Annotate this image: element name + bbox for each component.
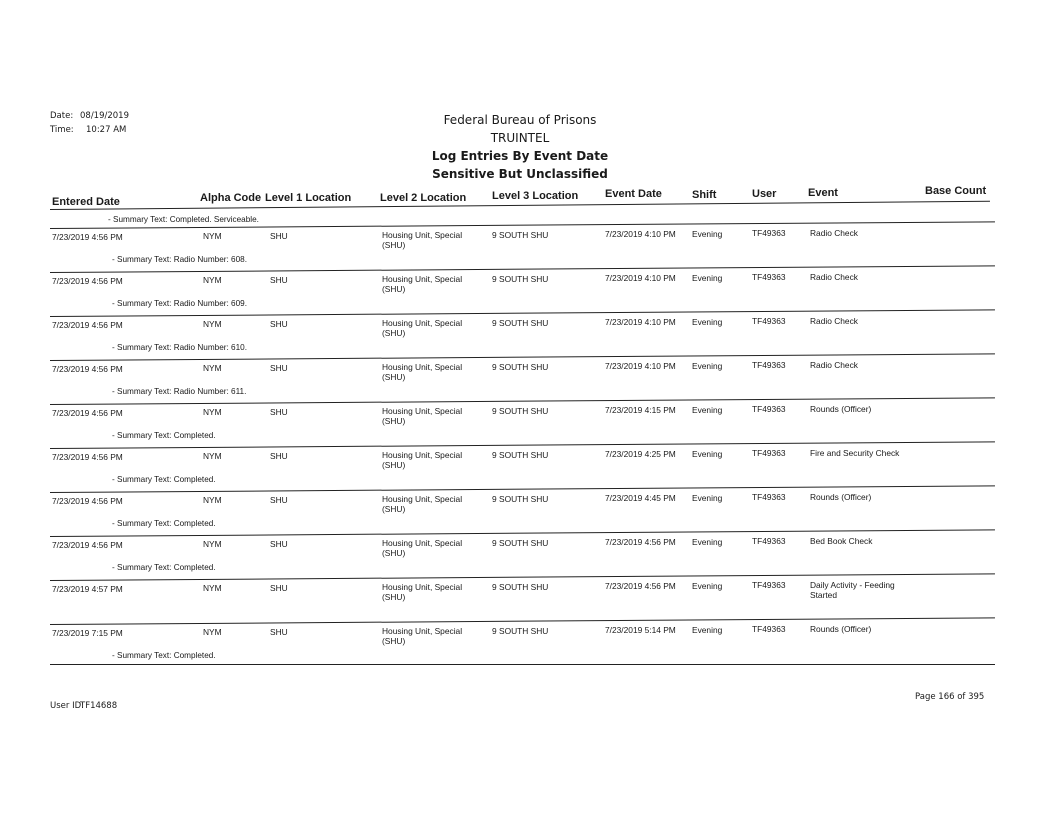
level1-location: SHU xyxy=(270,231,288,241)
event: Radio Check xyxy=(810,272,858,282)
system-name: TRUINTEL xyxy=(490,131,550,145)
level3-location: 9 SOUTH SHU xyxy=(492,626,549,636)
level1-location: SHU xyxy=(270,627,288,637)
event-date: 7/23/2019 4:25 PM xyxy=(605,449,676,459)
col-event-date: Event Date xyxy=(605,188,662,200)
header-divider xyxy=(50,201,990,210)
level2-location: Housing Unit, Special (SHU) xyxy=(382,230,463,250)
alpha-code: NYM xyxy=(203,275,222,285)
level2-location: Housing Unit, Special (SHU) xyxy=(382,318,463,338)
entered-date: 7/23/2019 4:56 PM xyxy=(52,364,123,374)
col-shift: Shift xyxy=(692,189,717,201)
event-date: 7/23/2019 4:45 PM xyxy=(605,493,676,503)
event-date: 7/23/2019 4:56 PM xyxy=(605,537,676,547)
event: Rounds (Officer) xyxy=(810,492,872,502)
level3-location: 9 SOUTH SHU xyxy=(492,362,549,372)
summary-text: - Summary Text: Completed. xyxy=(112,651,216,660)
level3-location: 9 SOUTH SHU xyxy=(492,230,549,240)
user-id-label: User ID: xyxy=(50,701,84,711)
level2-location: Housing Unit, Special (SHU) xyxy=(382,450,463,470)
user: TF49363 xyxy=(752,272,786,282)
user: TF49363 xyxy=(752,580,786,590)
top-summary-text: - Summary Text: Completed. Serviceable. xyxy=(108,215,259,224)
date-label: Date: xyxy=(50,111,74,121)
shift: Evening xyxy=(692,405,723,415)
level2-location: Housing Unit, Special (SHU) xyxy=(382,626,463,646)
level2-location: Housing Unit, Special (SHU) xyxy=(382,582,463,602)
level2-location: Housing Unit, Special (SHU) xyxy=(382,406,463,426)
summary-text: - Summary Text: Radio Number: 608. xyxy=(112,255,247,264)
entered-date: 7/23/2019 4:56 PM xyxy=(52,408,123,418)
col-base-count: Base Count xyxy=(925,185,987,197)
col-user: User xyxy=(752,188,777,200)
level2-location: Housing Unit, Special (SHU) xyxy=(382,274,463,294)
event-date: 7/23/2019 4:10 PM xyxy=(605,361,676,371)
agency-name: Federal Bureau of Prisons xyxy=(443,113,597,127)
alpha-code: NYM xyxy=(203,627,222,637)
shift: Evening xyxy=(692,361,723,371)
col-entered-date: Entered Date xyxy=(52,196,120,208)
event: Rounds (Officer) xyxy=(810,404,872,414)
col-event: Event xyxy=(808,187,838,199)
event-date: 7/23/2019 4:56 PM xyxy=(605,581,676,591)
level1-location: SHU xyxy=(270,495,288,505)
summary-text: - Summary Text: Radio Number: 610. xyxy=(112,343,247,352)
alpha-code: NYM xyxy=(203,407,222,417)
alpha-code: NYM xyxy=(203,583,222,593)
event: Radio Check xyxy=(810,360,858,370)
level2-location: Housing Unit, Special (SHU) xyxy=(382,494,463,514)
event-date: 7/23/2019 4:10 PM xyxy=(605,273,676,283)
alpha-code: NYM xyxy=(203,451,222,461)
col-level3: Level 3 Location xyxy=(492,190,579,202)
entered-date: 7/23/2019 4:56 PM xyxy=(52,276,123,286)
event-date: 7/23/2019 4:15 PM xyxy=(605,405,676,415)
user: TF49363 xyxy=(752,316,786,326)
summary-text: - Summary Text: Completed. xyxy=(112,475,216,484)
event: Rounds (Officer) xyxy=(810,624,872,634)
level1-location: SHU xyxy=(270,363,288,373)
level3-location: 9 SOUTH SHU xyxy=(492,318,549,328)
event: Radio Check xyxy=(810,316,858,326)
level3-location: 9 SOUTH SHU xyxy=(492,274,549,284)
user: TF49363 xyxy=(752,448,786,458)
level3-location: 9 SOUTH SHU xyxy=(492,582,549,592)
shift: Evening xyxy=(692,449,723,459)
entered-date: 7/23/2019 4:56 PM xyxy=(52,496,123,506)
entered-date: 7/23/2019 4:56 PM xyxy=(52,452,123,462)
user: TF49363 xyxy=(752,404,786,414)
user-id-value: TF14688 xyxy=(80,701,118,711)
shift: Evening xyxy=(692,493,723,503)
event-date: 7/23/2019 4:10 PM xyxy=(605,317,676,327)
entered-date: 7/23/2019 4:56 PM xyxy=(52,320,123,330)
level3-location: 9 SOUTH SHU xyxy=(492,406,549,416)
level3-location: 9 SOUTH SHU xyxy=(492,538,549,548)
alpha-code: NYM xyxy=(203,363,222,373)
event: Bed Book Check xyxy=(810,536,873,546)
classification: Sensitive But Unclassified xyxy=(432,167,608,181)
user: TF49363 xyxy=(752,492,786,502)
shift: Evening xyxy=(692,229,723,239)
table-bottom-divider xyxy=(50,664,995,665)
shift: Evening xyxy=(692,625,723,635)
col-level2: Level 2 Location xyxy=(380,192,467,204)
summary-text: - Summary Text: Completed. xyxy=(112,563,216,572)
level2-location: Housing Unit, Special (SHU) xyxy=(382,538,463,558)
col-alpha-code: Alpha Code xyxy=(200,192,262,204)
page-number: Page 166 of 395 xyxy=(915,692,985,702)
shift: Evening xyxy=(692,581,723,591)
level1-location: SHU xyxy=(270,451,288,461)
level1-location: SHU xyxy=(270,583,288,593)
time-label: Time: xyxy=(50,125,74,135)
alpha-code: NYM xyxy=(203,231,222,241)
event-date: 7/23/2019 5:14 PM xyxy=(605,625,676,635)
summary-text: - Summary Text: Completed. xyxy=(112,431,216,440)
event-date: 7/23/2019 4:10 PM xyxy=(605,229,676,239)
alpha-code: NYM xyxy=(203,319,222,329)
time-value: 10:27 AM xyxy=(86,125,127,135)
shift: Evening xyxy=(692,273,723,283)
level3-location: 9 SOUTH SHU xyxy=(492,450,549,460)
user: TF49363 xyxy=(752,360,786,370)
event: Radio Check xyxy=(810,228,858,238)
user: TF49363 xyxy=(752,536,786,546)
level2-location: Housing Unit, Special (SHU) xyxy=(382,362,463,382)
date-value: 08/19/2019 xyxy=(80,111,129,121)
report-title: Log Entries By Event Date xyxy=(431,149,609,163)
entered-date: 7/23/2019 7:15 PM xyxy=(52,628,123,638)
summary-text: - Summary Text: Completed. xyxy=(112,519,216,528)
col-level1: Level 1 Location xyxy=(265,192,352,204)
event: Fire and Security Check xyxy=(810,448,900,458)
entered-date: 7/23/2019 4:56 PM xyxy=(52,540,123,550)
level1-location: SHU xyxy=(270,539,288,549)
level3-location: 9 SOUTH SHU xyxy=(492,494,549,504)
shift: Evening xyxy=(692,537,723,547)
level1-location: SHU xyxy=(270,407,288,417)
shift: Evening xyxy=(692,317,723,327)
user: TF49363 xyxy=(752,228,786,238)
user: TF49363 xyxy=(752,624,786,634)
level1-location: SHU xyxy=(270,319,288,329)
entered-date: 7/23/2019 4:57 PM xyxy=(52,584,123,594)
alpha-code: NYM xyxy=(203,539,222,549)
event: Daily Activity - Feeding Started xyxy=(810,580,895,600)
alpha-code: NYM xyxy=(203,495,222,505)
summary-text: - Summary Text: Radio Number: 611. xyxy=(112,387,247,396)
summary-text: - Summary Text: Radio Number: 609. xyxy=(112,299,247,308)
level1-location: SHU xyxy=(270,275,288,285)
entered-date: 7/23/2019 4:56 PM xyxy=(52,232,123,242)
